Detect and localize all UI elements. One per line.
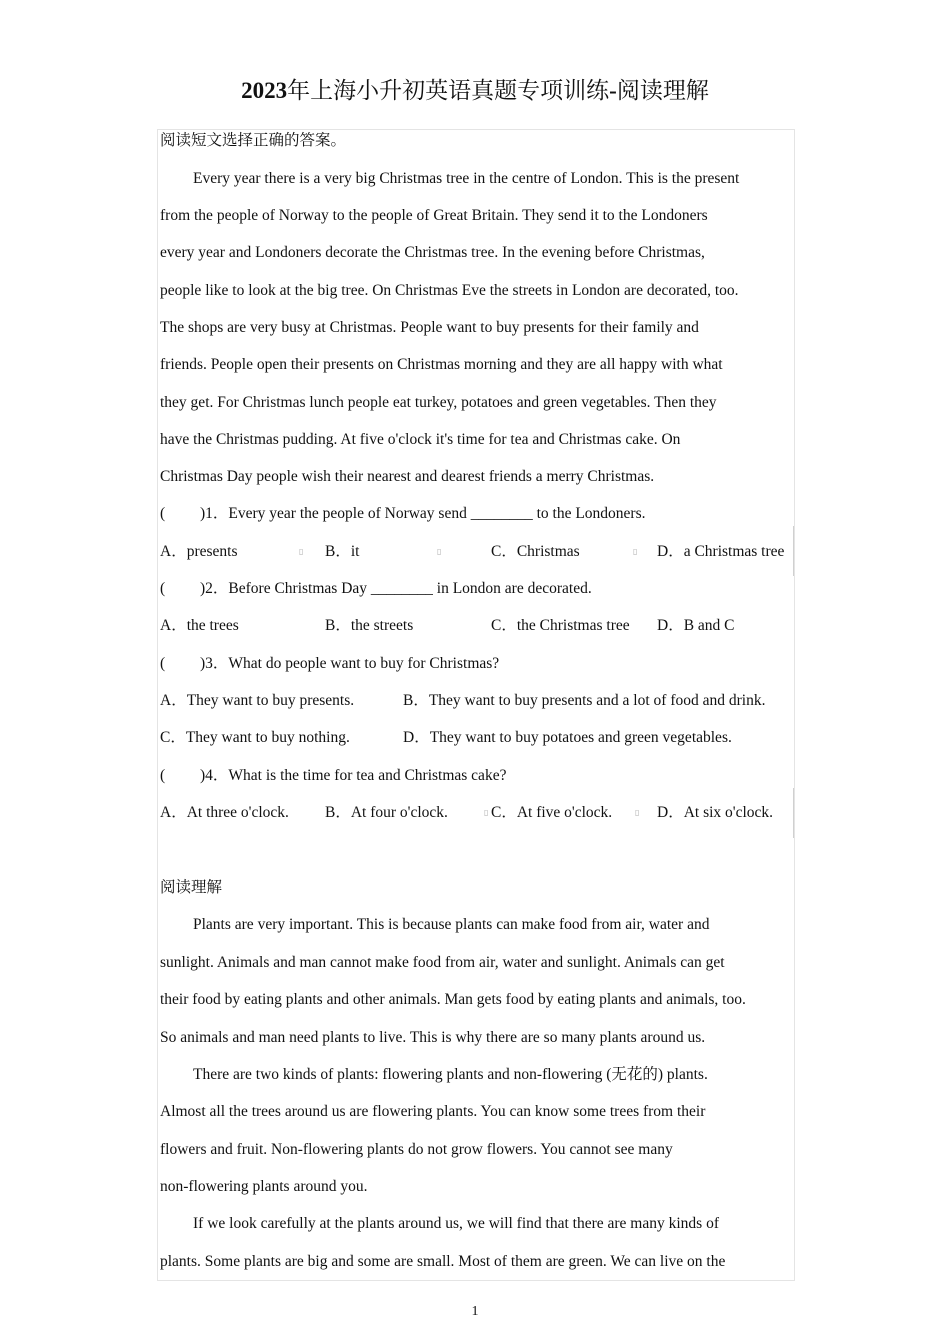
tab-marker: ▯	[484, 808, 489, 817]
tab-marker: ▯	[633, 547, 638, 556]
tab-marker: ▯	[635, 808, 640, 817]
q3-option-a: A．They want to buy presents.	[160, 692, 355, 709]
passage1-line: from the people of Norway to the people of Great Britain. They send it to the Londoners	[160, 207, 708, 224]
question-1: ( )1．Every year the people of Norway send ________ to the Londoners.	[160, 505, 646, 522]
passage2-line: Almost all the trees around us are flowering plants. You can know some trees from their	[160, 1103, 706, 1120]
q1-option-d: D．a Christmas tree	[657, 543, 785, 560]
q1-option-b: B．it	[325, 543, 360, 560]
passage1-line: people like to look at the big tree. On Christmas Eve the streets in London are decorated, too.	[160, 282, 739, 299]
passage1-line: have the Christmas pudding. At five o'clock it's time for tea and Christmas cake. On	[160, 431, 681, 448]
passage1-line: The shops are very busy at Christmas. People want to buy presents for their family and	[160, 319, 699, 336]
section1-instruction: 阅读短文选择正确的答案。	[160, 132, 347, 149]
q2-option-b: B．the streets	[325, 617, 414, 634]
section2-instruction: 阅读理解	[160, 879, 223, 896]
question-4: ( )4．What is the time for tea and Christmas cake?	[160, 767, 507, 784]
q4-option-c: C．At five o'clock.	[491, 804, 613, 821]
page-number: 1	[471, 1304, 479, 1319]
q1-option-c: C．Christmas	[491, 543, 580, 560]
q4-option-d: D．At six o'clock.	[657, 804, 774, 821]
page-title: 2023年上海小升初英语真题专项训练-阅读理解	[241, 78, 709, 103]
passage2-line: So animals and man need plants to live. This is why there are so many plants around us.	[160, 1029, 706, 1046]
tab-marker: ▯	[299, 547, 304, 556]
passage1-line: friends. People open their presents on Christmas morning and they are all happy with what	[160, 356, 723, 373]
passage1-line: Christmas Day people wish their nearest and dearest friends a merry Christmas.	[160, 468, 655, 485]
q2-option-d: D．B and C	[657, 617, 735, 634]
table-divider	[793, 526, 794, 576]
passage2-line: sunlight. Animals and man cannot make food from air, water and sunlight. Animals can get	[160, 954, 725, 971]
passage2-line: their food by eating plants and other animals. Man gets food by eating plants and animals, too.	[160, 991, 746, 1008]
tab-marker: ▯	[437, 547, 442, 556]
passage2-line: plants. Some plants are big and some are small. Most of them are green. We can live on the	[160, 1253, 726, 1270]
q3-option-b: B．They want to buy presents and a lot of food and drink.	[403, 692, 766, 709]
passage2-line: There are two kinds of plants: flowering plants and non-flowering (无花的) plants.	[193, 1066, 708, 1083]
passage2-line: Plants are very important. This is because plants can make food from air, water and	[193, 916, 710, 933]
passage2-line: flowers and fruit. Non-flowering plants do not grow flowers. You cannot see many	[160, 1141, 673, 1158]
passage2-line: non-flowering plants around you.	[160, 1178, 368, 1195]
q2-option-a: A．the trees	[160, 617, 239, 634]
passage2-line: If we look carefully at the plants around us, we will find that there are many kinds of	[193, 1215, 719, 1232]
q4-option-a: A．At three o'clock.	[160, 804, 289, 821]
table-divider	[793, 788, 794, 838]
question-2: ( )2．Before Christmas Day ________ in London are decorated.	[160, 580, 592, 597]
passage1-line: they get. For Christmas lunch people eat turkey, potatoes and green vegetables. Then they	[160, 394, 717, 411]
passage1-line: every year and Londoners decorate the Christmas tree. In the evening before Christmas,	[160, 244, 705, 261]
passage1-line: Every year there is a very big Christmas tree in the centre of London. This is the present	[193, 170, 740, 187]
q2-option-c: C．the Christmas tree	[491, 617, 630, 634]
q3-option-d: D．They want to buy potatoes and green vegetables.	[403, 729, 732, 746]
question-3: ( )3．What do people want to buy for Christmas?	[160, 655, 500, 672]
q3-option-c: C．They want to buy nothing.	[160, 729, 350, 746]
q1-option-a: A．presents	[160, 543, 238, 560]
q4-option-b: B．At four o'clock.	[325, 804, 448, 821]
